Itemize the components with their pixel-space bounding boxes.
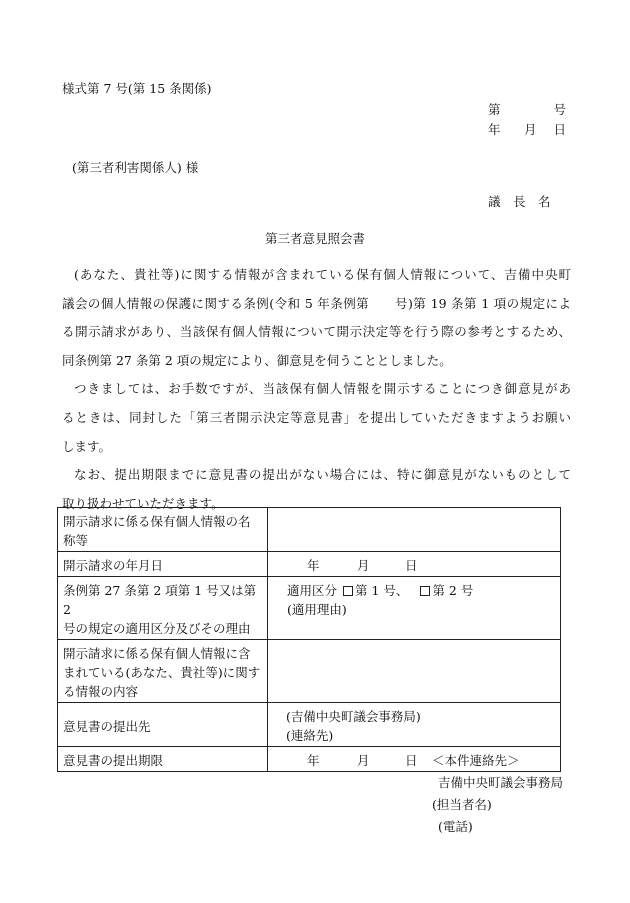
row-value: 適用区分 第 1 号、 第 2 号 (適用理由)	[268, 577, 561, 640]
table-row	[58, 552, 561, 577]
row-value	[268, 703, 561, 747]
row-value	[268, 552, 561, 577]
reason-label: (適用理由)	[287, 602, 347, 617]
row-label: 意見書の提出先	[58, 703, 268, 747]
number-suffix: 号	[553, 102, 566, 117]
request-date: 年 月 日	[307, 558, 418, 573]
paragraph-2-line-3: します。	[62, 438, 112, 454]
document-date-line	[488, 120, 566, 135]
row-label: 開示請求に係る保有個人情報に含 まれている(あなた、貴社等)に関す る情報の内容	[58, 640, 268, 703]
table-row	[58, 508, 561, 552]
row-label: 開示請求に係る保有個人情報の名 称等	[58, 508, 268, 552]
paragraph-1-line-4: 同条例第 27 条第 2 項の規定により、御意見を伺うこととしました。	[62, 352, 452, 368]
category-label: 適用区分	[287, 583, 338, 598]
date-day: 日	[553, 122, 566, 137]
body-text	[62, 261, 571, 518]
document-title: 第三者意見照会書	[264, 231, 365, 246]
checkbox-item-2[interactable]	[420, 586, 430, 596]
table-row	[58, 703, 561, 747]
paragraph-2-line-1: つきましては、お手数ですが、当該保有個人情報を開示することにつき御意見があ	[74, 381, 571, 397]
number-prefix: 第	[488, 102, 501, 117]
paragraph-2-line-2: るときは、同封した「第三者開示決定等意見書」を提出していただきますようお願い	[62, 409, 571, 425]
addressee: (第三者利害関係人) 様	[72, 160, 199, 175]
contact-heading: ＜本件連絡先＞	[432, 753, 520, 768]
date-month: 月	[524, 122, 537, 137]
paragraph-3-line-2: 取り扱わせていただきます。	[62, 495, 224, 511]
table-row	[58, 640, 561, 703]
paragraph-1-line-1: (あなた、貴社等)に関する情報が含まれている保有個人情報について、吉備中央町	[74, 267, 571, 282]
document-number-line	[488, 100, 566, 118]
submission-contact: (連絡先)	[286, 728, 334, 743]
contact-person: (担当者名)	[432, 797, 492, 812]
row-value	[268, 640, 561, 703]
checkbox-item-1[interactable]	[343, 586, 353, 596]
contact-phone: (電話)	[438, 819, 473, 834]
row-label: 開示請求の年月日	[58, 552, 268, 577]
paragraph-1-line-3: る開示請求があり、当該保有個人情報について開示決定等を行う際の参考とするため、	[62, 324, 571, 340]
row-label: 条例第 27 条第 2 項第 1 号又は第 2 号の規定の適用区分及びその理由	[58, 577, 268, 640]
row-label: 意見書の提出期限	[58, 747, 268, 772]
paragraph-1-line-2: 議会の個人情報の保護に関する条例(令和 5 年条例第 号)第 19 条第 1 項の規定によ	[62, 295, 571, 311]
table-row	[58, 577, 561, 640]
row-value	[268, 508, 561, 552]
paragraph-3-line-1: なお、提出期限までに意見書の提出がない場合には、特に御意見がないものとして	[74, 467, 571, 483]
information-table	[57, 507, 561, 772]
sender-name: 議 長 名	[488, 194, 551, 209]
submission-deadline: 年 月 日	[307, 753, 418, 768]
date-year: 年	[488, 122, 501, 137]
submission-office: (吉備中央町議会事務局)	[286, 709, 421, 724]
contact-office: 吉備中央町議会事務局	[438, 775, 564, 790]
form-number-label: 様式第 7 号(第 15 条関係)	[62, 81, 212, 96]
contact-block	[432, 750, 563, 838]
